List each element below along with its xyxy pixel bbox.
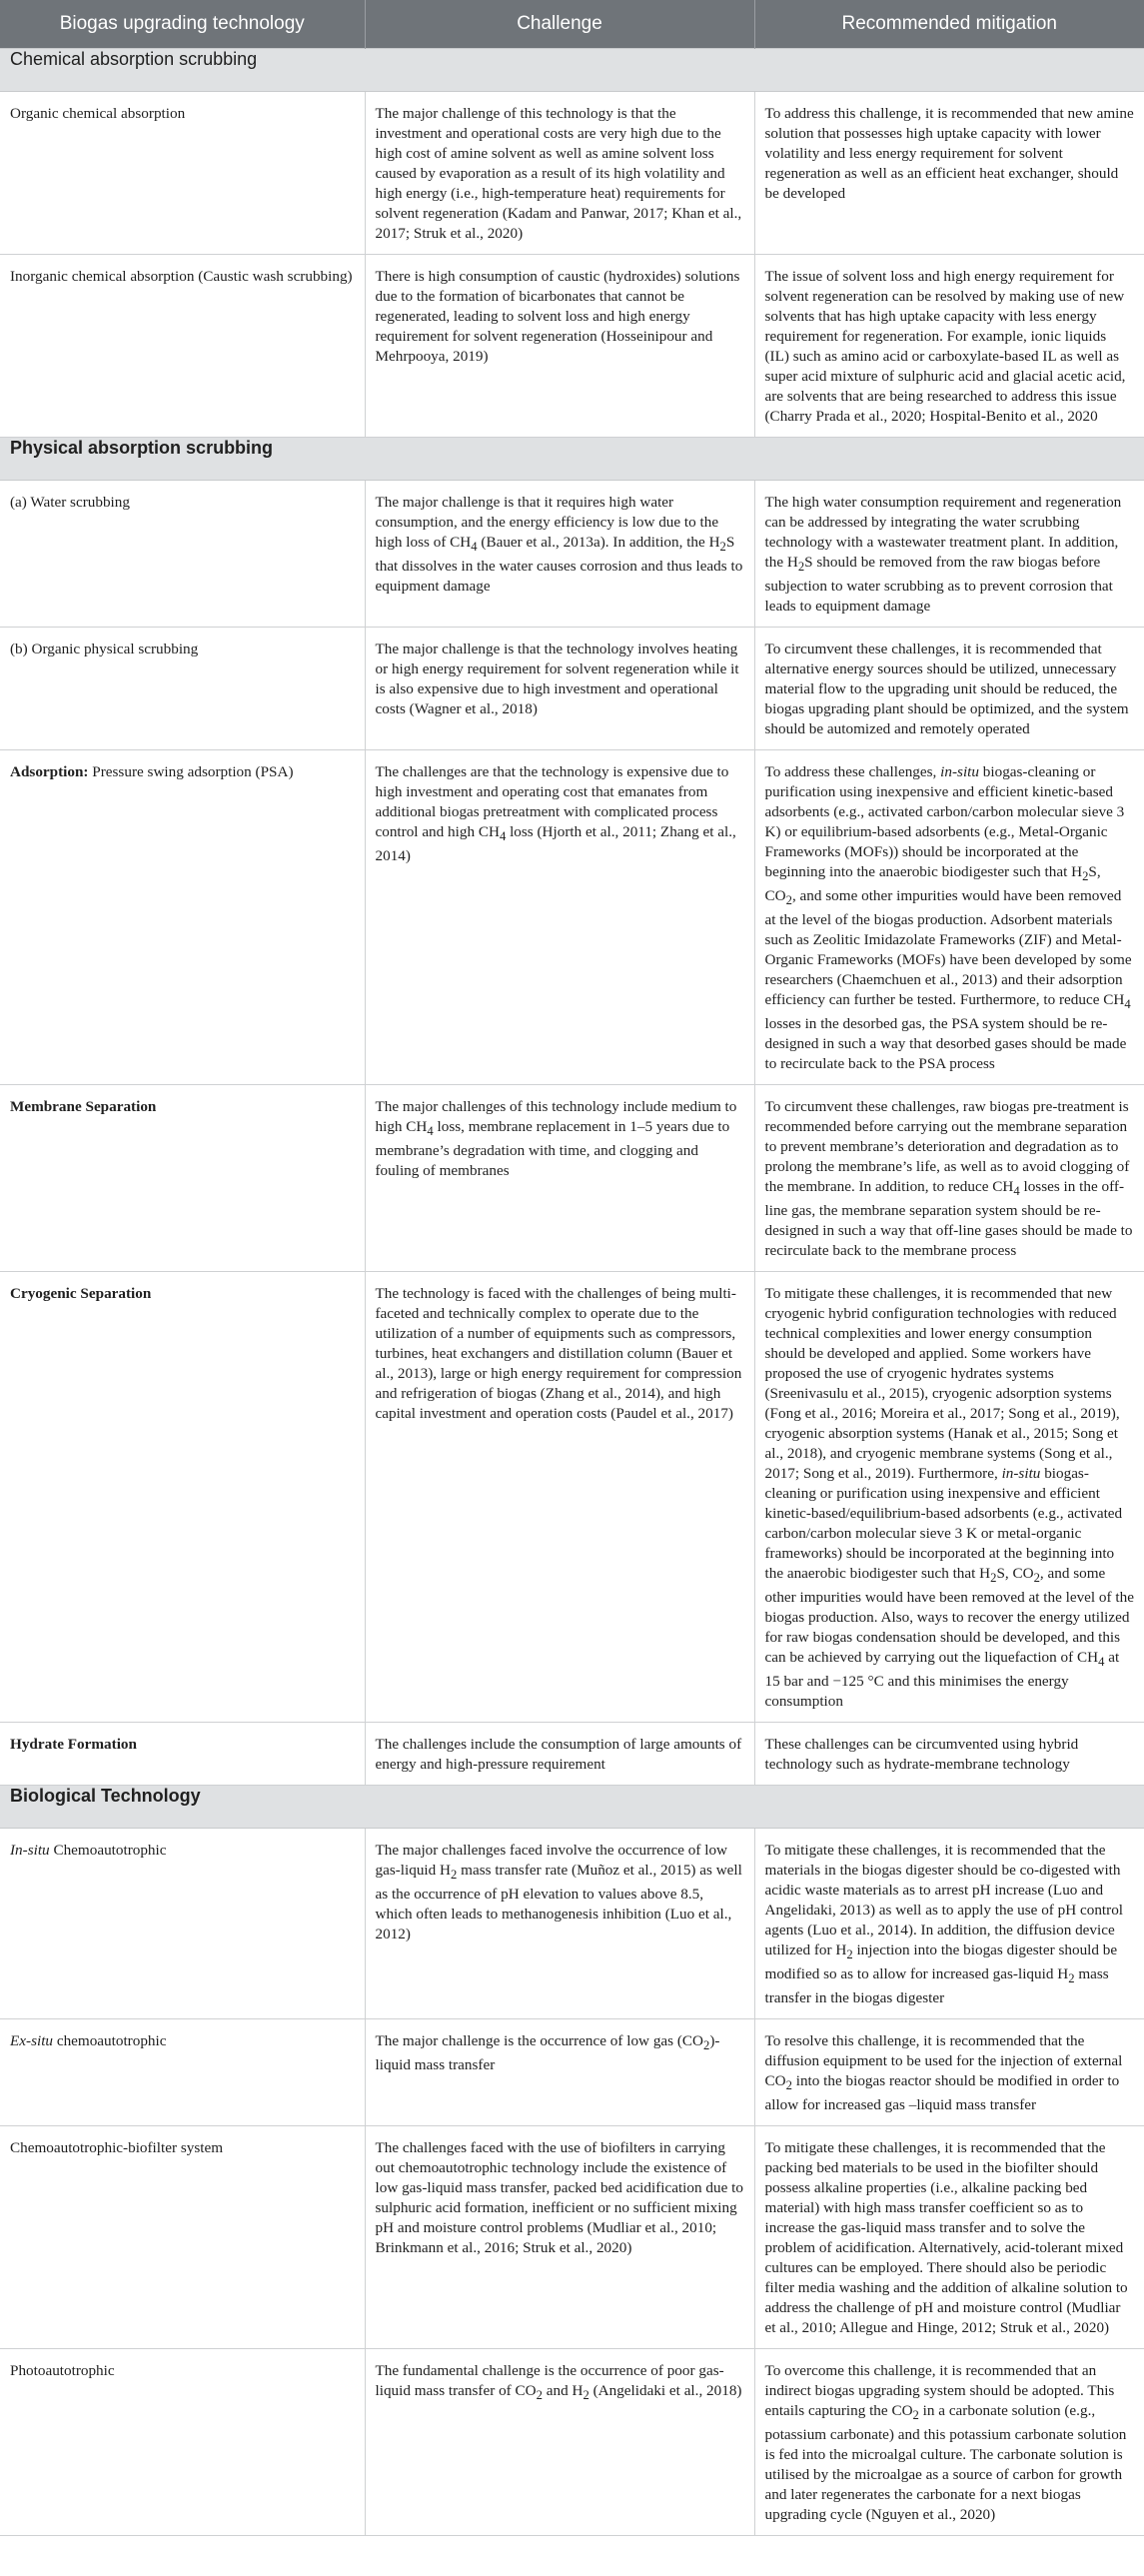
table-row — [0, 750, 1144, 1085]
challenge-cell: The major challenges of this technology include medium to high $CH_4$ loss, membrane replacement in 1–5 years due to membrane’s degradation with time, and clogging and fouling of membranes — [365, 1085, 754, 1272]
challenge-cell: The challenges faced with the use of biofilters in carrying out chemoautotrophic technology include the existence of low gas-liquid mass transfer, packed bed acidification due to sulphuric acid formation, inefficient or no sufficient mixing pH and moisture control problems (Mudliar et al., 2010; Brinkmann et al., 2016; Struk et al., 2020) — [365, 2126, 754, 2349]
tech-name: Chemoautotrophic-biofilter system — [0, 2126, 365, 2349]
challenge-cell: The fundamental challenge is the occurrence of poor gas-liquid mass transfer of $CO_2$ and $H_2$ (Angelidaki et al., 2018) — [365, 2349, 754, 2536]
tech-name: Photoautotrophic — [0, 2349, 365, 2536]
challenge-cell: The challenges include the consumption of large amounts of energy and high-pressure requirement — [365, 1723, 754, 1786]
tech-name: Adsorption: Pressure swing adsorption (PSA) — [0, 750, 365, 1085]
mitigation-cell: To address these challenges, in-situ biogas-cleaning or purification using inexpensive and efficient kinetic-based adsorbents (e.g., activated carbon/carbon molecular sieve 3 K) or equilibrium-based adsorbents (e.g., Metal-Organic Frameworks (MOFs)) should be incorporated at the beginning into the anaerobic biodigester such that $H_2S$, $CO_2$, and some other impurities would have been removed at the level of the biogas production. Adsorbent materials such as Zeolitic Imidazolate Frameworks (ZIF) and Metal-Organic Frameworks (MOFs) have been developed by some researchers (Chaemchuen et al., 2013) and their adsorption efficiency can further be tested. Furthermore, to reduce $CH_4$ losses in the desorbed gas, the PSA system should be re-designed in such a way that desorbed gases should be made to recirculate back to the PSA process — [754, 750, 1144, 1085]
tech-name: (b) Organic physical scrubbing — [0, 628, 365, 750]
challenge-cell: The major challenge of this technology is that the investment and operational costs are very high due to the high cost of amine solvent as well as amine solvent loss caused by evaporation as a result of its high volatility and high energy (i.e., high-temperature heat) requirements for solvent regeneration (Kadam and Panwar, 2017; Khan et al., 2017; Struk et al., 2020) — [365, 92, 754, 255]
section-physical — [0, 438, 1144, 481]
table-row — [0, 1723, 1144, 1786]
tech-name: Ex-situ chemoautotrophic — [0, 2019, 365, 2126]
tech-name: In-situ Chemoautotrophic — [0, 1829, 365, 2019]
table-row — [0, 628, 1144, 750]
table-row — [0, 481, 1144, 628]
mitigation-cell: To circumvent these challenges, raw biogas pre-treatment is recommended before carrying out the membrane separation to prevent membrane’s deterioration and degradation as to prolong the membrane’s life, as well as to avoid clogging of the membrane. In addition, to reduce $CH_4$ losses in the off-line gas, the membrane separation system should be re-designed in such a way that off-line gases should be made to recirculate back to the membrane process — [754, 1085, 1144, 1272]
challenge-cell: The major challenge is that the technology involves heating or high energy requirement for solvent regeneration while it is also expensive due to high investment and operational costs (Wagner et al., 2018) — [365, 628, 754, 750]
header-technology: Biogas upgrading technology — [0, 0, 365, 49]
table-row — [0, 2126, 1144, 2349]
table-row — [0, 1085, 1144, 1272]
header-row — [0, 0, 1144, 49]
tech-name: Hydrate Formation — [0, 1723, 365, 1786]
table-row — [0, 2019, 1144, 2126]
section-biological — [0, 1786, 1144, 1829]
table-row — [0, 1829, 1144, 2019]
header-challenge: Challenge — [365, 0, 754, 49]
section-title: Biological Technology — [0, 1786, 1144, 1829]
tech-name: Inorganic chemical absorption (Caustic wash scrubbing) — [0, 255, 365, 438]
mitigation-cell: To mitigate these challenges, it is recommended that the materials in the biogas digester should be co-digested with acidic waste materials as to arrest pH increase (Luo and Angelidaki, 2013) as well as to apply the use of pH control agents (Luo et al., 2014). In addition, the diffusion device utilized for $H_2$ injection into the biogas digester should be modified so as to allow for increased gas-liquid $H_2$ mass transfer in the biogas digester — [754, 1829, 1144, 2019]
mitigation-cell: These challenges can be circumvented using hybrid technology such as hydrate-membrane technology — [754, 1723, 1144, 1786]
mitigation-cell: The issue of solvent loss and high energy requirement for solvent regeneration can be resolved by making use of new solvents that has high uptake capacity with less energy requirement for regeneration. For example, ionic liquids (IL) such as amino acid or carboxylate-based IL as well as super acid mixture of sulphuric acid and glacial acetic acid, are solvents that are being researched to address this issue (Charry Prada et al., 2020; Hospital-Benito et al., 2020 — [754, 255, 1144, 438]
mitigation-cell: To address this challenge, it is recommended that new amine solution that possesses high uptake capacity with lower volatility and less energy requirement for solvent regeneration as well as an efficient heat exchanger, should be developed — [754, 92, 1144, 255]
table-row — [0, 2349, 1144, 2536]
tech-name: (a) Water scrubbing — [0, 481, 365, 628]
challenge-cell: The major challenge is the occurrence of low gas $(CO_2)$-liquid mass transfer — [365, 2019, 754, 2126]
table-row — [0, 92, 1144, 255]
mitigation-cell: To resolve this challenge, it is recommended that the diffusion equipment to be used for the injection of external $CO_2$ into the biogas reactor should be modified in order to allow for increased gas –liquid mass transfer — [754, 2019, 1144, 2126]
mitigation-cell: To mitigate these challenges, it is recommended that the packing bed materials to be used in the biofilter should possess alkaline properties (i.e., alkaline packing bed material) with high mass transfer coefficient so as to increase the gas-liquid mass transfer and to solve the problem of acidification. Alternatively, acid-tolerant mixed cultures can be employed. There should also be periodic filter media washing and the addition of alkaline solution to address the challenge of pH and moisture control (Mudliar et al., 2010; Allegue and Hinge, 2012; Struk et al., 2020) — [754, 2126, 1144, 2349]
challenge-cell: The technology is faced with the challenges of being multi-faceted and technically complex to operate due to the utilization of a number of equipments such as compressors, turbines, heat exchangers and distillation column (Bauer et al., 2013), large or high energy requirement for compression and refrigeration of biogas (Zhang et al., 2014), and high capital investment and operation costs (Paudel et al., 2017) — [365, 1272, 754, 1723]
mitigation-cell: To overcome this challenge, it is recommended that an indirect biogas upgrading system should be adopted. This entails capturing the $CO_2$ in a carbonate solution (e.g., potassium carbonate) and this potassium carbonate solution is fed into the microalgal culture. The carbonate solution is utilised by the microalgae as a source of carbon for growth and later regenerates the carbonate for a next biogas upgrading cycle (Nguyen et al., 2020) — [754, 2349, 1144, 2536]
table-row — [0, 255, 1144, 438]
tech-name: Organic chemical absorption — [0, 92, 365, 255]
challenge-cell: There is high consumption of caustic (hydroxides) solutions due to the formation of bicarbonates that cannot be regenerated, leading to solvent loss and high energy requirement for solvent regeneration (Hosseinipour and Mehrpooya, 2019) — [365, 255, 754, 438]
mitigation-cell: The high water consumption requirement and regeneration can be addressed by integrating the water scrubbing technology with a wastewater treatment plant. In addition, the $H_2S$ should be removed from the raw biogas before subjection to water scrubbing as to prevent corrosion that leads to equipment damage — [754, 481, 1144, 628]
challenge-cell: The major challenge is that it requires high water consumption, and the energy efficiency is low due to the high loss of $CH_4$ (Bauer et al., 2013a). In addition, the $H_2S$ that dissolves in the water causes corrosion and thus leads to equipment damage — [365, 481, 754, 628]
section-title: Chemical absorption scrubbing — [0, 49, 1144, 92]
mitigation-cell: To circumvent these challenges, it is recommended that alternative energy sources should be utilized, unnecessary material flow to the upgrading unit should be reduced, the biogas upgrading plant should be optimized, and the system should be automized and remotely operated — [754, 628, 1144, 750]
table-row — [0, 1272, 1144, 1723]
header-mitigation: Recommended mitigation — [754, 0, 1144, 49]
section-title: Physical absorption scrubbing — [0, 438, 1144, 481]
tech-name: Cryogenic Separation — [0, 1272, 365, 1723]
section-chemical — [0, 49, 1144, 92]
mitigation-cell: To mitigate these challenges, it is recommended that new cryogenic hybrid configuration technologies with reduced technical complexities and lower energy consumption should be developed and applied. Some workers have proposed the use of cryogenic hydrates systems (Sreenivasulu et al., 2015), cryogenic adsorption systems (Fong et al., 2016; Moreira et al., 2017; Song et al., 2019), cryogenic absorption systems (Hanak et al., 2015; Song et al., 2018), and cryogenic membrane systems (Song et al., 2017; Song et al., 2019). Furthermore, in-situ biogas-cleaning or purification using inexpensive and efficient kinetic-based/equilibrium-based adsorbents (e.g., activated carbon/carbon molecular sieve 3 K or metal-organic frameworks) should be incorporated at the beginning into the anaerobic biodigester such that $H_2S$, $CO_2$, and some other impurities would have been removed at the level of the biogas production. Also, ways to recover the energy utilized for raw biogas condensation should be developed, and this can be achieved by carrying out the liquefaction of $CH_4$ at 15 bar and −125 °C and this minimises the energy consumption — [754, 1272, 1144, 1723]
tech-name: Membrane Separation — [0, 1085, 365, 1272]
challenge-cell: The major challenges faced involve the occurrence of low gas-liquid $H_2$ mass transfer rate (Muñoz et al., 2015) as well as the occurrence of pH elevation to values above 8.5, which often leads to methanogenesis inhibition (Luo et al., 2012) — [365, 1829, 754, 2019]
challenge-cell: The challenges are that the technology is expensive due to high investment and operating cost that emanates from additional biogas pretreatment with complicated process control and high $CH_4$ loss (Hjorth et al., 2011; Zhang et al., 2014) — [365, 750, 754, 1085]
